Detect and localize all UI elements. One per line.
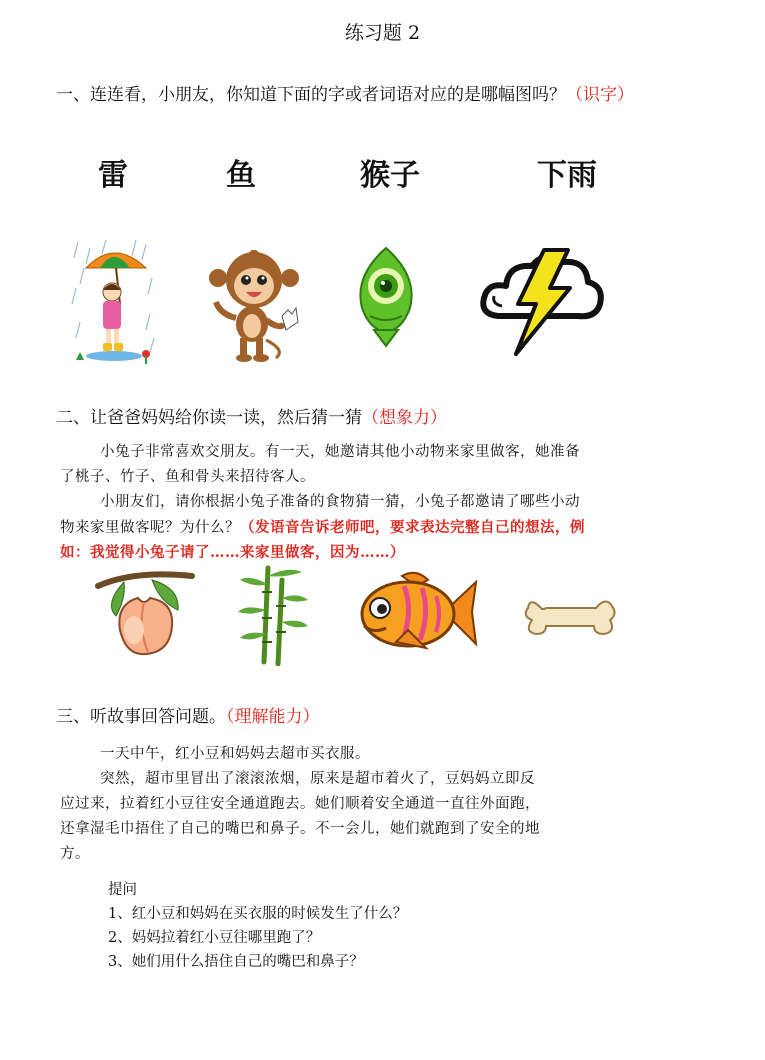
section2-heading — [56, 403, 447, 428]
question-2: 2、妈妈拉着红小豆往哪里跑了？ — [108, 930, 321, 946]
section2-para2-line1: 小朋友们，请你根据小兔子准备的食物猜一猜，小兔子都邀请了哪些小动 — [100, 494, 580, 510]
page-title: 练习题 2 — [344, 22, 421, 44]
section2-para2-line2-black: 物来家里做客呢？为什么？ — [60, 520, 240, 536]
story-line-5: 方。 — [60, 846, 90, 862]
section2-para2-line2 — [60, 515, 585, 541]
word-thunder: 雷 — [98, 158, 128, 193]
section2-para2-line2-red: （发语音告诉老师吧，要求表达完整自己的想法，例 — [240, 519, 585, 536]
monkey-icon — [206, 250, 302, 362]
section1-tag: （识字） — [566, 85, 634, 105]
orange-fish-icon — [356, 570, 480, 654]
section2-para1-line1: 小兔子非常喜欢交朋友。有一天，她邀请其他小动物来家里做客，她准备 — [100, 444, 580, 460]
section1-heading — [56, 80, 634, 105]
section2-tag: （想象力） — [362, 408, 447, 428]
story-line-1: 一天中午，红小豆和妈妈去超市买衣服。 — [100, 746, 370, 762]
girl-in-rain-icon — [70, 238, 158, 366]
green-fish-icon — [352, 246, 420, 352]
peach-icon — [94, 568, 196, 660]
question-3: 3、她们用什么捂住自己的嘴巴和鼻子？ — [108, 954, 364, 970]
section3-tag: （理解能力） — [226, 707, 320, 727]
section2-para2-line3: 如：我觉得小兔子请了……来家里做客，因为……） — [60, 544, 405, 561]
question-label: 提问 — [108, 882, 137, 898]
story-line-2: 突然，超市里冒出了滚滚浓烟，原来是超市着火了，豆妈妈立即反 — [100, 771, 535, 787]
section1-heading-text: 一、连连看，小朋友，你知道下面的字或者词语对应的是哪幅图吗？ — [56, 85, 566, 105]
word-rain: 下雨 — [537, 158, 597, 193]
section3-heading-text: 三、听故事回答问题。 — [56, 707, 226, 727]
bamboo-icon — [238, 562, 310, 666]
thunder-lightning-icon — [478, 246, 606, 358]
section2-para1-line2: 了桃子、竹子、鱼和骨头来招待客人。 — [60, 469, 315, 485]
question-1: 1、红小豆和妈妈在买衣服的时候发生了什么？ — [108, 906, 408, 922]
word-fish: 鱼 — [226, 158, 256, 193]
section3-heading — [56, 702, 320, 727]
word-monkey: 猴子 — [360, 158, 420, 193]
story-line-4: 还拿湿毛巾捂住了自己的嘴巴和鼻子。不一会儿，她们就跑到了安全的地 — [60, 821, 540, 837]
story-line-3: 应过来，拉着红小豆往安全通道跑去。她们顺着安全通道一直往外面跑， — [60, 796, 540, 812]
bone-icon — [524, 594, 616, 640]
section2-heading-text: 二、让爸爸妈妈给你读一读，然后猜一猜 — [56, 408, 362, 428]
